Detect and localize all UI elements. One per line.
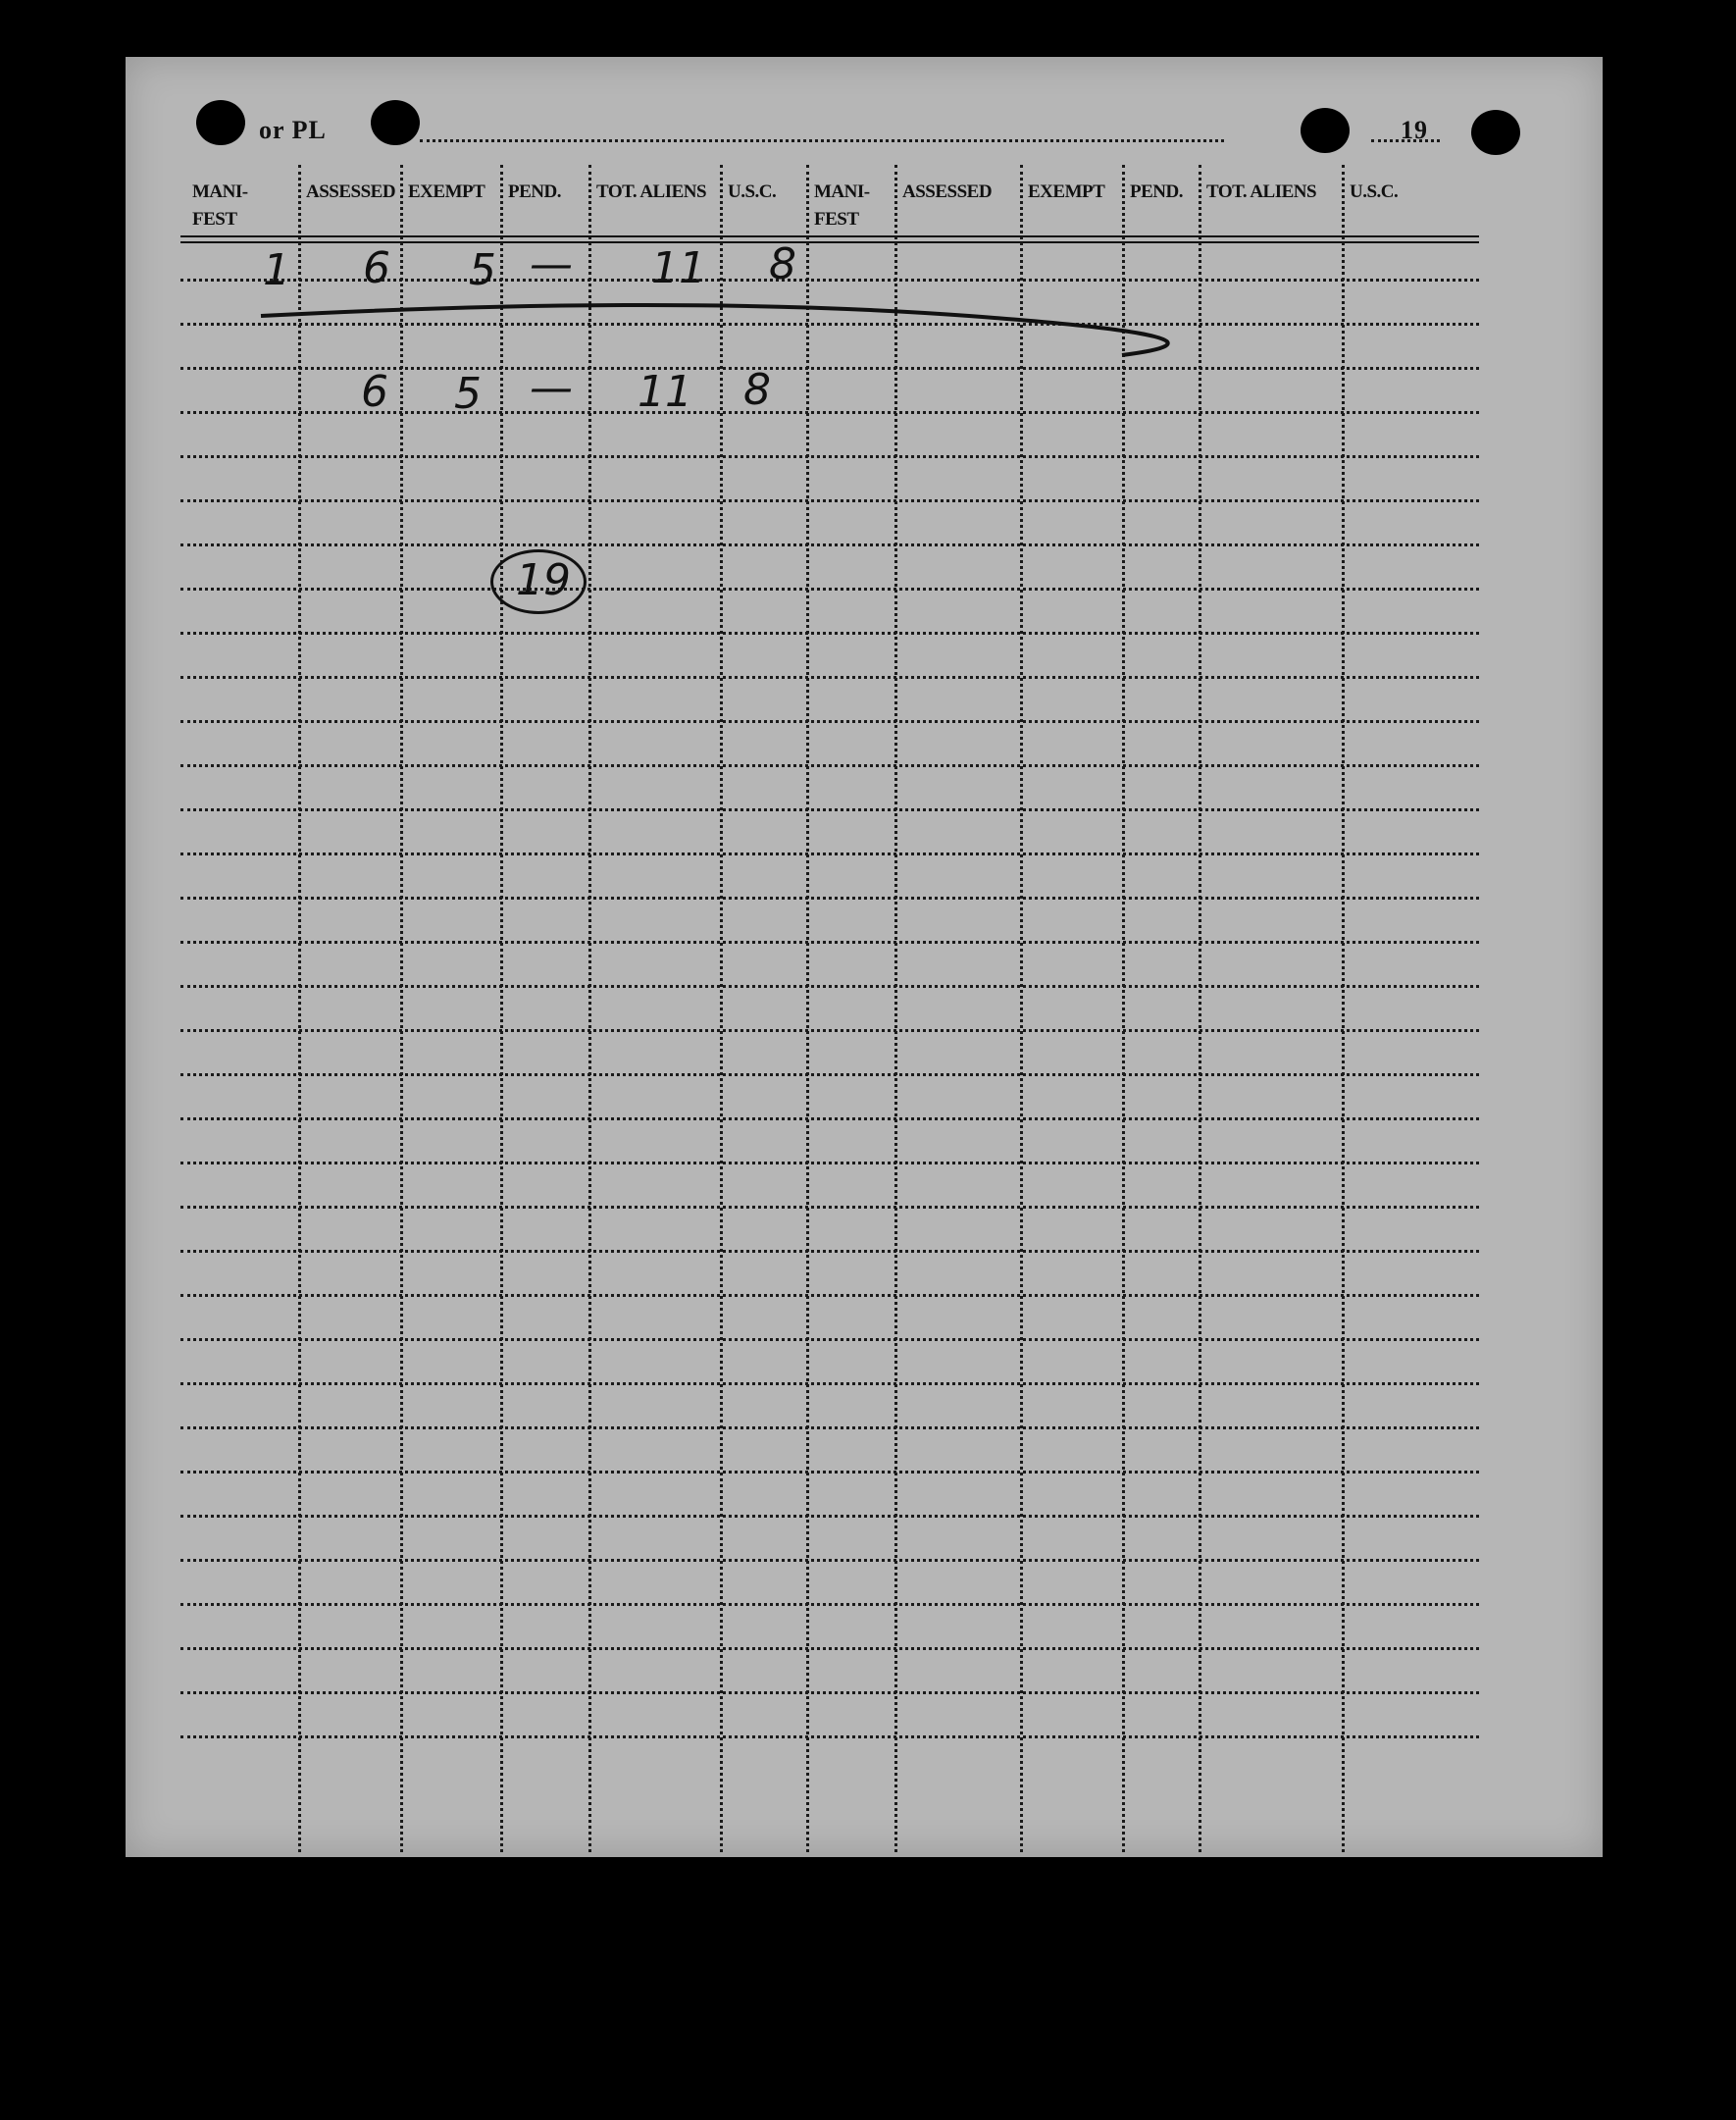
column-header-exempt: EXEMPT: [408, 181, 485, 202]
port-label: or PL: [259, 116, 327, 144]
total-tot-aliens: 11: [638, 367, 692, 417]
form-sheet: [126, 57, 1603, 1857]
column-header-manifest2: MANI- FEST: [814, 181, 870, 230]
row1-exempt: 5: [469, 245, 496, 295]
circled-total: 19: [516, 555, 571, 605]
column-header-usc2: U.S.C.: [1350, 181, 1399, 202]
column-header-tot_aliens2: TOT. ALIENS: [1206, 181, 1317, 202]
row1-manifest: 1: [263, 245, 290, 295]
column-header-assessed: ASSESSED: [306, 181, 396, 202]
column-header-pend: PEND.: [508, 181, 561, 202]
column-header-manifest: MANI- FEST: [192, 181, 248, 230]
column-header-tot_aliens: TOT. ALIENS: [596, 181, 707, 202]
column-header-usc: U.S.C.: [728, 181, 777, 202]
column-header-pend2: PEND.: [1130, 181, 1183, 202]
column-header-assessed2: ASSESSED: [902, 181, 993, 202]
row1-tot-aliens: 11: [651, 243, 706, 293]
total-usc: 8: [743, 365, 771, 415]
handwritten-strike-line: [126, 57, 1603, 1857]
year-label: 19: [1401, 116, 1428, 144]
row1-usc: 8: [769, 239, 796, 289]
total-exempt: 5: [454, 369, 482, 419]
column-header-exempt2: EXEMPT: [1028, 181, 1105, 202]
total-pend: —: [530, 363, 573, 413]
row1-assessed: 6: [363, 243, 390, 293]
total-assessed: 6: [361, 367, 388, 417]
row1-pend: —: [530, 239, 573, 289]
